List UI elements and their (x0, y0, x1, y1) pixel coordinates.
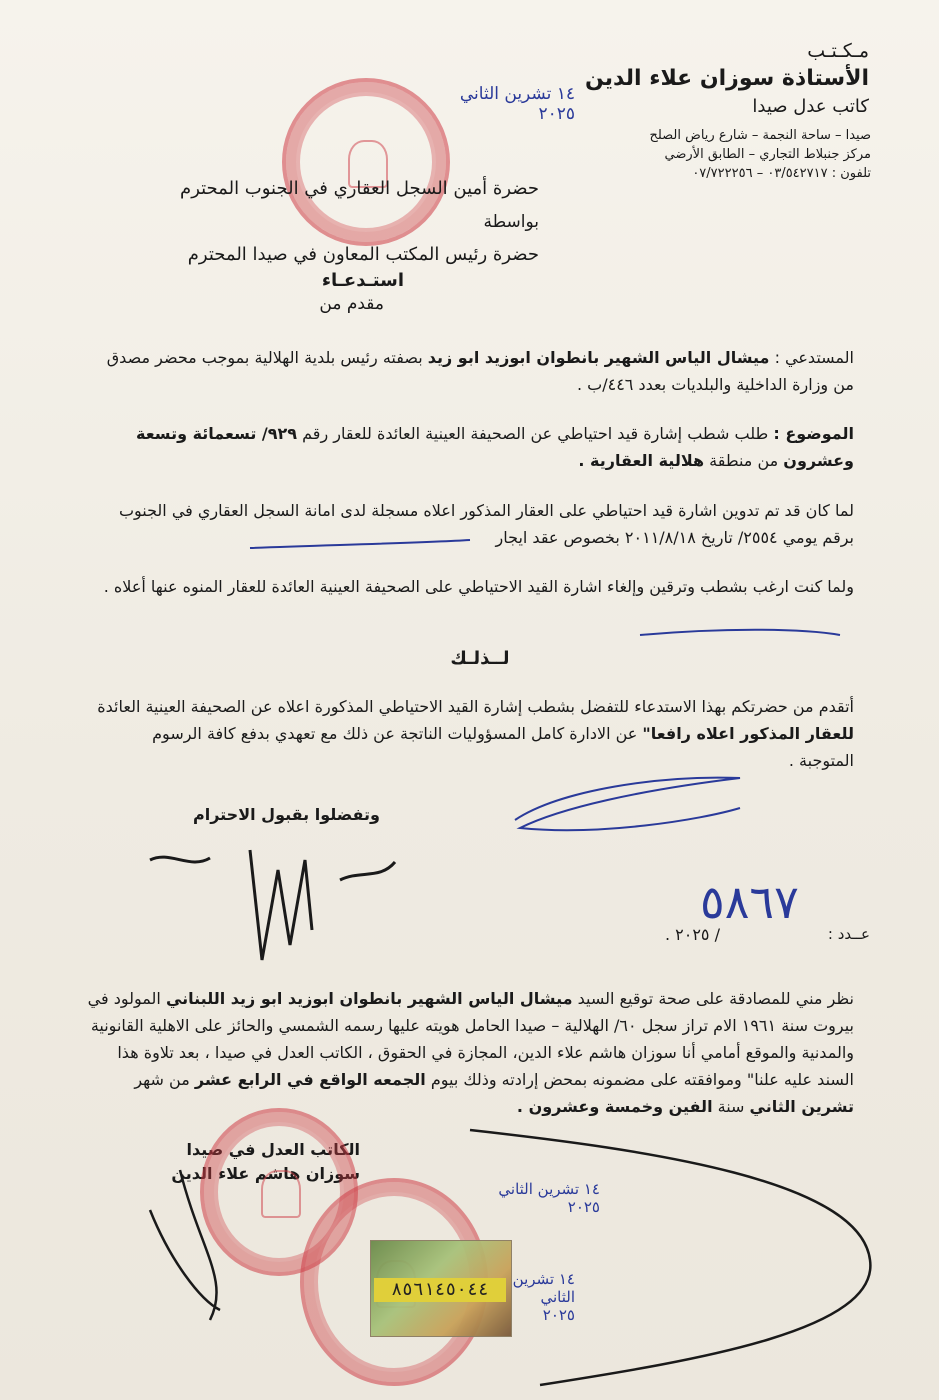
cert-month: تشرين الثاني (749, 1097, 854, 1116)
bottom-date-1: ١٤ تشرين الثاني ٢٠٢٥ (498, 1180, 600, 1216)
petitioner-label: المستدعي : (774, 348, 854, 367)
number-label: عــدد : (827, 925, 870, 943)
number-year: / ٢٠٢٥ . (664, 925, 720, 944)
signature-name: سوزان هاشم علاء الدين (171, 1164, 360, 1183)
bottom-date-2: ١٤ تشرين الثاني ٢٠٢٥ (512, 1270, 575, 1324)
subject-text: طلب شطب إشارة قيد احتياطي عن الصحيفة العينية العائدة للعقار رقم (302, 424, 769, 443)
subject-text-2: من منطقة (709, 451, 779, 470)
cert-year: الفين وخمسة وعشرون . (516, 1097, 713, 1116)
document-type: استـدعـاء (321, 270, 404, 291)
petitioner-name: ميشال الياس الشهير بانطوان ابوزيد ابو زيد (427, 348, 770, 367)
underline-stroke-2 (640, 630, 840, 635)
subject-label: الموضوع : (773, 424, 854, 443)
submitted-by: مقدم من (319, 294, 384, 314)
cert-text-c: من شهر (134, 1070, 190, 1089)
subject-number: ٩٢٩/ تسعمائة وتسعة وعشرون (136, 424, 854, 470)
underline-stroke-1 (250, 540, 470, 548)
subject-region: هلالية العقارية . (578, 451, 705, 470)
address-line-2: مركز جنبلاط التجاري – الطابق الأرضي (664, 147, 871, 162)
top-date: ١٤ تشرين الثاني ٢٠٢٥ (459, 84, 575, 124)
number-value: ٥٨٦٧ (700, 875, 799, 929)
fiscal-stamp-number: ٨٥٦١٤٥٠٤٤ (374, 1278, 506, 1302)
cert-text-a: نظر مني للمصادقة على صحة توقيع السيد (577, 989, 854, 1008)
addressee-line-2: حضرة رئيس المكتب المعاون في صيدا المحترم (187, 244, 539, 265)
office-label: مـكـتـب (807, 40, 869, 62)
closing-line: وتفضلوا بقبول الاحترام (192, 805, 380, 824)
cert-text-d: سنة (717, 1097, 745, 1116)
paragraph-2: ولما كنت ارغب بشطب وترقين وإلغاء اشارة القيد الاحتياطي على الصحيفة العينية العائدة للعقار المنوه عنها أعلاه . (103, 577, 854, 596)
therefore-heading: لــذلـك (450, 648, 510, 669)
notary-role: كاتب عدل صيدا (752, 96, 869, 117)
address-line-1: صيدا – ساحة النجمة – شارع رياض الصلح (649, 128, 871, 143)
addressee-via: بواسطة (483, 212, 539, 232)
petitioner-signature (150, 850, 395, 960)
paragraph-1: لما كان قد تم تدوين اشارة قيد احتياطي على العقار المذكور اعلاه مسجلة لدى امانة السجل العقاري في الجنوب برقم يومي ٢٥٥٤/ تاريخ ٢٠١١/٨/١٨ بخصوص عقد ايجار (118, 501, 854, 547)
cert-text-b: المولود في بيروت سنة ١٩٦١ الام تراز سجل ٦٠/ الهلالية – صيدا الحامل هويته عليها رسمه الشمسي والحائز على الاهلية القانونية والمدنية والموقع أمامي أنا سوزان هاشم علاء الدين، المجازة في الحقوق ، الكاتب العدل في صيدا ، بعد تلاوة هذا السند عليه علنا" وموافقته على مضمونه بمحض إرادته وذلك بيوم (87, 989, 854, 1089)
cert-day: الجمعه الواقع في الرابع عشر (194, 1070, 426, 1089)
paraph-signature (515, 778, 740, 831)
paragraph-3-b: للعقار المذكور اعلاه رافعا" (642, 724, 854, 743)
addressee-line-1: حضرة أمين السجل العقاري في الجنوب المحترم (180, 178, 539, 199)
notary-name: الأستاذة سوزان علاء الدين (584, 66, 869, 91)
paragraph-3-a: أتقدم من حضرتكم بهذا الاستدعاء للتفضل بشطب إشارة القيد الاحتياطي المذكورة اعلاه عن الصحيفة العينية العائدة (97, 697, 854, 716)
signature-title: الكاتب العدل في صيدا (186, 1140, 360, 1159)
paragraph-3-c: عن الادارة كامل المسؤوليات الناتجة عن ذلك مع تعهدي بدفع كافة الرسوم المتوجبة . (152, 724, 854, 770)
petitioner-text: بصفته رئيس بلدية الهلالية بموجب محضر مصدق من وزارة الداخلية والبلديات بعدد ٤٤٦/ب . (106, 348, 854, 394)
cert-name: ميشال الياس الشهير بانطوان ابوزيد ابو زيد اللبناني (165, 989, 573, 1008)
phone-line: تلفون : ٠٣/٥٤٢٧١٧ – ٠٧/٧٢٢٢٥٦ (692, 166, 871, 181)
notary-signature (150, 1130, 870, 1385)
